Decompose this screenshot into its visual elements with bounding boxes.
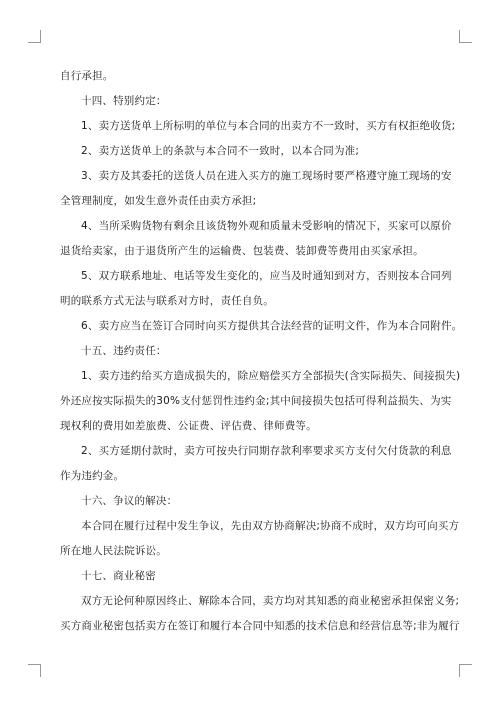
text-line: 自行承担。 — [60, 70, 114, 82]
crop-mark-bottom-left — [28, 664, 41, 677]
text-line: 6、卖方应当在签订合同时向买方提供其合法经营的证明文件，作为本合同附件。 — [81, 320, 463, 332]
text-line: 十七、商业秘密 — [81, 570, 156, 582]
text-line: 明的联系方式无法与联系对方时，责任自负。 — [60, 295, 274, 307]
text-line: 4、当所采购货物有剩余且该货物外观和质量未受影响的情况下，买家可以原价 — [81, 220, 452, 232]
text-line: 本合同在履行过程中发生争议，先由双方协商解决;协商不成时，双方均可向买方 — [81, 520, 460, 532]
text-line: 5、双方联系地址、电话等发生变化的，应当及时通知到对方，否则按本合同列 — [81, 270, 452, 282]
document-body — [60, 64, 463, 639]
text-line: 2、买方延期付款时，卖方可按央行同期存款利率要求买方支付欠付货款的利息 — [81, 445, 452, 457]
crop-mark-top-right — [459, 30, 472, 43]
crop-mark-bottom-right — [459, 664, 472, 677]
text-line: 十五、违约责任： — [81, 345, 167, 357]
text-line: 买方商业秘密包括卖方在签订和履行本合同中知悉的技术信息和经营信息等;非为履行 — [60, 620, 460, 632]
text-line: 十六、争议的解决： — [81, 495, 178, 507]
text-line: 所在地人民法院诉讼。 — [60, 545, 167, 557]
text-line: 现权利的费用如差旅费、公证费、评估费、律师费等。 — [60, 420, 317, 432]
text-line: 1、卖方送货单上所标明的单位与本合同的出卖方不一致时，买方有权拒绝收货; — [81, 120, 456, 132]
text-line: 作为违约金。 — [60, 470, 125, 482]
crop-mark-top-left — [28, 30, 41, 43]
text-line: 3、卖方及其委托的送货人员在进入买方的施工现场时要严格遵守施工现场的安 — [81, 170, 452, 182]
text-line: 外还应按实际损失的30%支付惩罚性违约金;其中间接损失包括可得利益损失、为实 — [60, 395, 452, 407]
text-line: 2、卖方送货单上的条款与本合同不一致时，以本合同为准; — [81, 145, 360, 157]
text-line: 1、卖方违约给买方造成损失的，除应赔偿买方全部损失(含实际损失、间接损失) — [81, 370, 461, 382]
text-line: 双方无论何种原因终止、解除本合同，卖方均对其知悉的商业秘密承担保密义务; — [81, 595, 460, 607]
text-line: 十四、特别约定： — [81, 95, 167, 107]
text-line: 全管理制度，如发生意外责任由卖方承担; — [60, 195, 257, 207]
text-line: 退货给卖家，由于退货所产生的运输费、包装费、装卸费等费用由买家承担。 — [60, 245, 424, 257]
